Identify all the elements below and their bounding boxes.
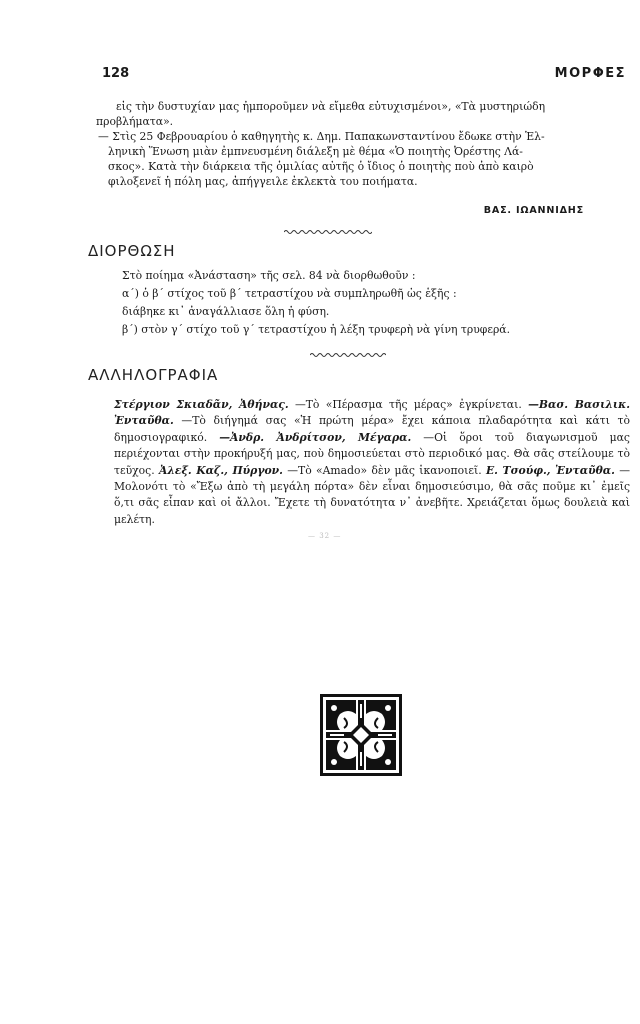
ornament-fleuron-icon <box>320 694 402 776</box>
news-line: σκος». Κατὰ τὴν διάρκεια τῆς ὁμιλίας αὐτῆς ὁ ἴδιος ὁ ποιητὴς ποὺ ἀπὸ καιρὸ <box>108 160 534 173</box>
correction-line: Στὸ ποίημα «Ἀνάσταση» τῆς σελ. 84 νὰ διορθωθοῦν : <box>122 269 416 282</box>
journal-title: ΜΟΡΦΕΣ <box>554 66 626 81</box>
news-paragraphs <box>96 99 630 189</box>
recipient-name: —Βασ. Βασιλικ. Ἐνταῦθα. <box>114 398 630 428</box>
recipient-name: Ἀλεξ. Καζ., Πύργον. <box>158 463 283 477</box>
page-mark: — 32 — <box>308 532 342 540</box>
page-header <box>102 66 626 82</box>
correction-line: β΄) στὸν γ΄ στίχο τοῦ γ΄ τετραστίχου ἡ λέξη τρυφερὴ νὰ γίνη τρυφερά. <box>122 323 511 336</box>
news-line: — Στὶς 25 Φεβρουαρίου ὁ καθηγητὴς κ. Δημ. Παπακωνσταντίνου ἔδωκε στὴν Ἑλ- <box>98 130 545 143</box>
author-signature: ΒΑΣ. ΙΩΑΝΝΙΔΗΣ <box>483 205 584 216</box>
correspondence-text <box>96 397 630 528</box>
reply-text: —Τὸ διήγημά σας «Ἡ πρώτη μέρα» ἔχει κάποια πλαδαρότητα καὶ κάτι τὸ δημοσιογραφικό. <box>114 414 630 444</box>
news-line: ληνικὴ Ἕνωση μιὰν ἐμπνευσμένη διάλεξη μὲ θέμα «Ὁ ποιητὴς Ὀρέστης Λά- <box>108 145 523 158</box>
correction-line: διάβηκε κι᾽ ἀναγάλλιασε ὅλη ἡ φύση. <box>122 305 330 318</box>
wavy-divider <box>310 351 386 359</box>
reply-text: — Μολονότι τὸ «Ἔξω ἀπὸ τὴ μεγάλη πόρτα» δὲν εἶναι δημοσιεύσιμο, θὰ σᾶς ποῦμε κι᾽ ἐμεῖς ὅ,τι σᾶς εἶπαν καὶ οἱ ἄλλοι. Ἔχετε τὴ δυνατότητα ν᾽ ἀνεβῆτε. Χρειάζεται ὅμως δουλειὰ καὶ μελέτη. <box>114 463 630 526</box>
news-line: προβλήματα». <box>96 115 174 128</box>
wavy-divider <box>284 228 372 236</box>
news-line: φιλοξενεῖ ἡ πόλη μας, ἀπήγγειλε ἐκλεκτὰ του ποιήματα. <box>108 175 418 188</box>
correspondence-heading: ΑΛΛΗΛΟΓΡΑΦΙΑ <box>88 366 219 384</box>
recipient-name: Ε. Τσούφ., Ἐνταῦθα. <box>485 463 615 477</box>
reply-text: —Τὸ «Πέρασμα τῆς μέρας» ἐγκρίνεται. <box>294 398 522 411</box>
recipient-name: —Ἀνδρ. Ἀνδρίτσον, Μέγαρα. <box>219 430 412 444</box>
news-line: εἰς τὴν δυστυχίαν μας ἠμποροῦμεν νὰ εἴμεθα εὐτυχισμένοι», «Τὰ μυστηριώδη <box>116 100 546 113</box>
page-number: 128 <box>102 66 130 81</box>
correction-line: α΄) ὁ β΄ στίχος τοῦ β΄ τετραστίχου νὰ συμπληρωθῆ ὡς ἑξῆς : <box>122 287 457 300</box>
reply-text: —Τὸ «Amado» δὲν μᾶς ἱκανοποιεῖ. <box>287 463 482 477</box>
reply-text: —Οἱ ὅροι τοῦ διαγωνισμοῦ μας περιέχονται στὴν προκήρυξή μας, ποὺ δημοσιεύεται στὸ περιοδικό μας. Θὰ σᾶς στείλουμε τὸ τεῦχος. <box>114 430 630 477</box>
correction-heading: ΔΙΟΡΘΩΣΗ <box>88 242 176 260</box>
recipient-name: Στέργιον Σκιαδᾶν, Ἀθήνας. <box>114 398 289 411</box>
correspondence-paragraph <box>96 397 630 528</box>
